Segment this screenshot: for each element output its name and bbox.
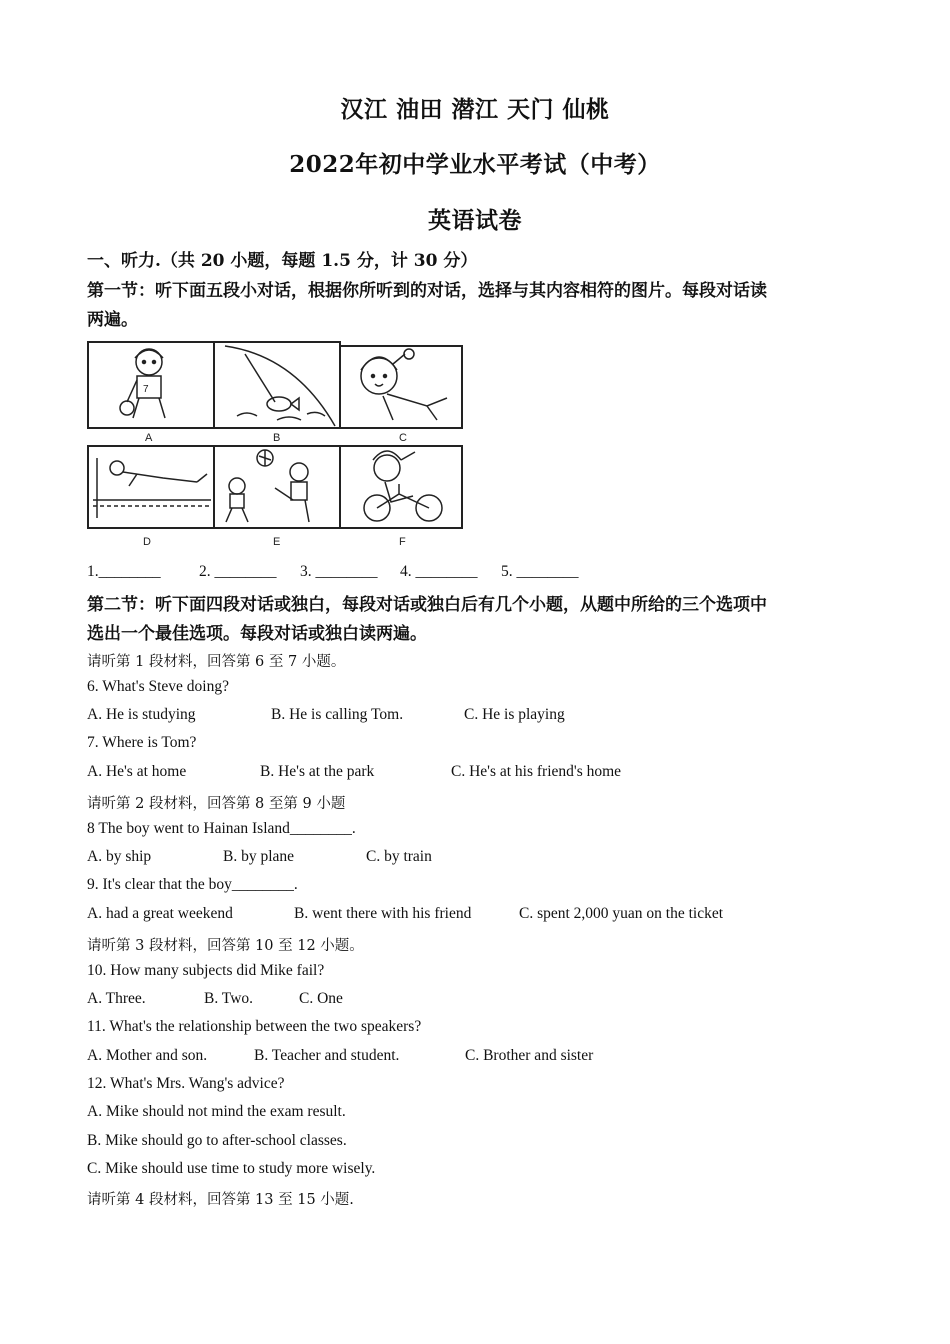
q9-option-b[interactable]: B. went there with his friend <box>294 905 472 922</box>
picture-label-e: E <box>273 536 281 548</box>
picture-label-f: F <box>399 536 406 548</box>
q7-option-c[interactable]: C. He's at his friend's home <box>451 763 622 780</box>
part2-instruction-line1: 第二节：听下面四段对话或独白，每段对话或独白后有几个小题，从题中所给的三个选项中 <box>87 595 767 615</box>
q12-option-a[interactable]: A. Mike should not mind the exam result. <box>87 1103 346 1120</box>
q11-option-c[interactable]: C. Brother and sister <box>465 1047 594 1064</box>
question-9-stem: 9. It's clear that the boy________. <box>87 876 298 893</box>
q8-option-a[interactable]: A. by ship <box>87 848 152 865</box>
q10-option-c[interactable]: C. One <box>299 990 343 1007</box>
material-4-instruction: 请听第 4 段材料，回答第 13 至 15 小题. <box>87 1192 354 1208</box>
material-2-instruction: 请听第 2 段材料，回答第 8 至第 9 小题 <box>87 796 346 812</box>
section-heading-listening: 一、听力.（共 20 小题，每题 1.5 分，计 30 分） <box>87 251 478 271</box>
svg-text:7: 7 <box>143 384 149 395</box>
q11-option-b[interactable]: B. Teacher and student. <box>254 1047 400 1064</box>
answer-blank-5[interactable]: 5. ________ <box>501 563 579 580</box>
answer-blank-2[interactable]: 2. ________ <box>199 563 277 580</box>
question-7-stem: 7. Where is Tom? <box>87 734 197 751</box>
material-1-instruction: 请听第 1 段材料，回答第 6 至 7 小题。 <box>87 654 346 670</box>
picture-d-high-jump <box>93 458 211 518</box>
q7-option-b[interactable]: B. He's at the park <box>260 763 375 780</box>
q10-option-b[interactable]: B. Two. <box>204 990 254 1007</box>
picture-a-basketball <box>120 349 165 418</box>
picture-label-b: B <box>273 432 281 444</box>
exam-subject-title: 英语试卷 <box>428 207 522 234</box>
q6-option-a[interactable]: A. He is studying <box>87 706 196 723</box>
picture-label-a: A <box>145 432 153 444</box>
picture-f-cycling <box>364 451 442 521</box>
q12-option-c[interactable]: C. Mike should use time to study more wisely. <box>87 1160 376 1177</box>
picture-label-c: C <box>399 432 407 444</box>
listening-picture-grid <box>87 340 465 552</box>
part2-instruction-line2: 选出一个最佳选项。每段对话或独白读两遍。 <box>87 624 427 644</box>
picture-label-d: D <box>143 536 151 548</box>
q8-option-b[interactable]: B. by plane <box>223 848 295 865</box>
picture-e-soccer <box>226 450 309 522</box>
material-3-instruction: 请听第 3 段材料，回答第 10 至 12 小题。 <box>87 938 364 954</box>
part1-instruction-line1: 第一节：听下面五段小对话，根据你所听到的对话，选择与其内容相符的图片。每段对话读 <box>87 281 767 301</box>
exam-region-title: 汉江 油田 潜江 天门 仙桃 <box>340 96 610 123</box>
q10-option-a[interactable]: A. Three. <box>87 990 146 1007</box>
q12-option-b[interactable]: B. Mike should go to after-school classes. <box>87 1132 347 1149</box>
picture-c-skating <box>361 349 447 420</box>
q9-option-a[interactable]: A. had a great weekend <box>87 905 233 922</box>
q9-option-c[interactable]: C. spent 2,000 yuan on the ticket <box>519 905 724 922</box>
q8-option-c[interactable]: C. by train <box>366 848 432 865</box>
q6-option-c[interactable]: C. He is playing <box>464 706 565 723</box>
exam-title: 2022年初中学业水平考试（中考） <box>289 151 661 178</box>
question-12-stem: 12. What's Mrs. Wang's advice? <box>87 1075 285 1092</box>
picture-b-fishing <box>225 346 335 426</box>
question-10-stem: 10. How many subjects did Mike fail? <box>87 962 325 979</box>
q11-option-a[interactable]: A. Mother and son. <box>87 1047 208 1064</box>
q7-option-a[interactable]: A. He's at home <box>87 763 187 780</box>
question-6-stem: 6. What's Steve doing? <box>87 678 229 695</box>
part1-instruction-line2: 两遍。 <box>87 310 138 330</box>
answer-blank-4[interactable]: 4. ________ <box>400 563 478 580</box>
q6-option-b[interactable]: B. He is calling Tom. <box>271 706 404 723</box>
answer-blank-3[interactable]: 3. ________ <box>300 563 378 580</box>
question-11-stem: 11. What's the relationship between the two speakers? <box>87 1018 422 1035</box>
answer-blank-1[interactable]: 1.________ <box>87 563 161 580</box>
question-8-stem: 8 The boy went to Hainan Island________. <box>87 820 356 837</box>
